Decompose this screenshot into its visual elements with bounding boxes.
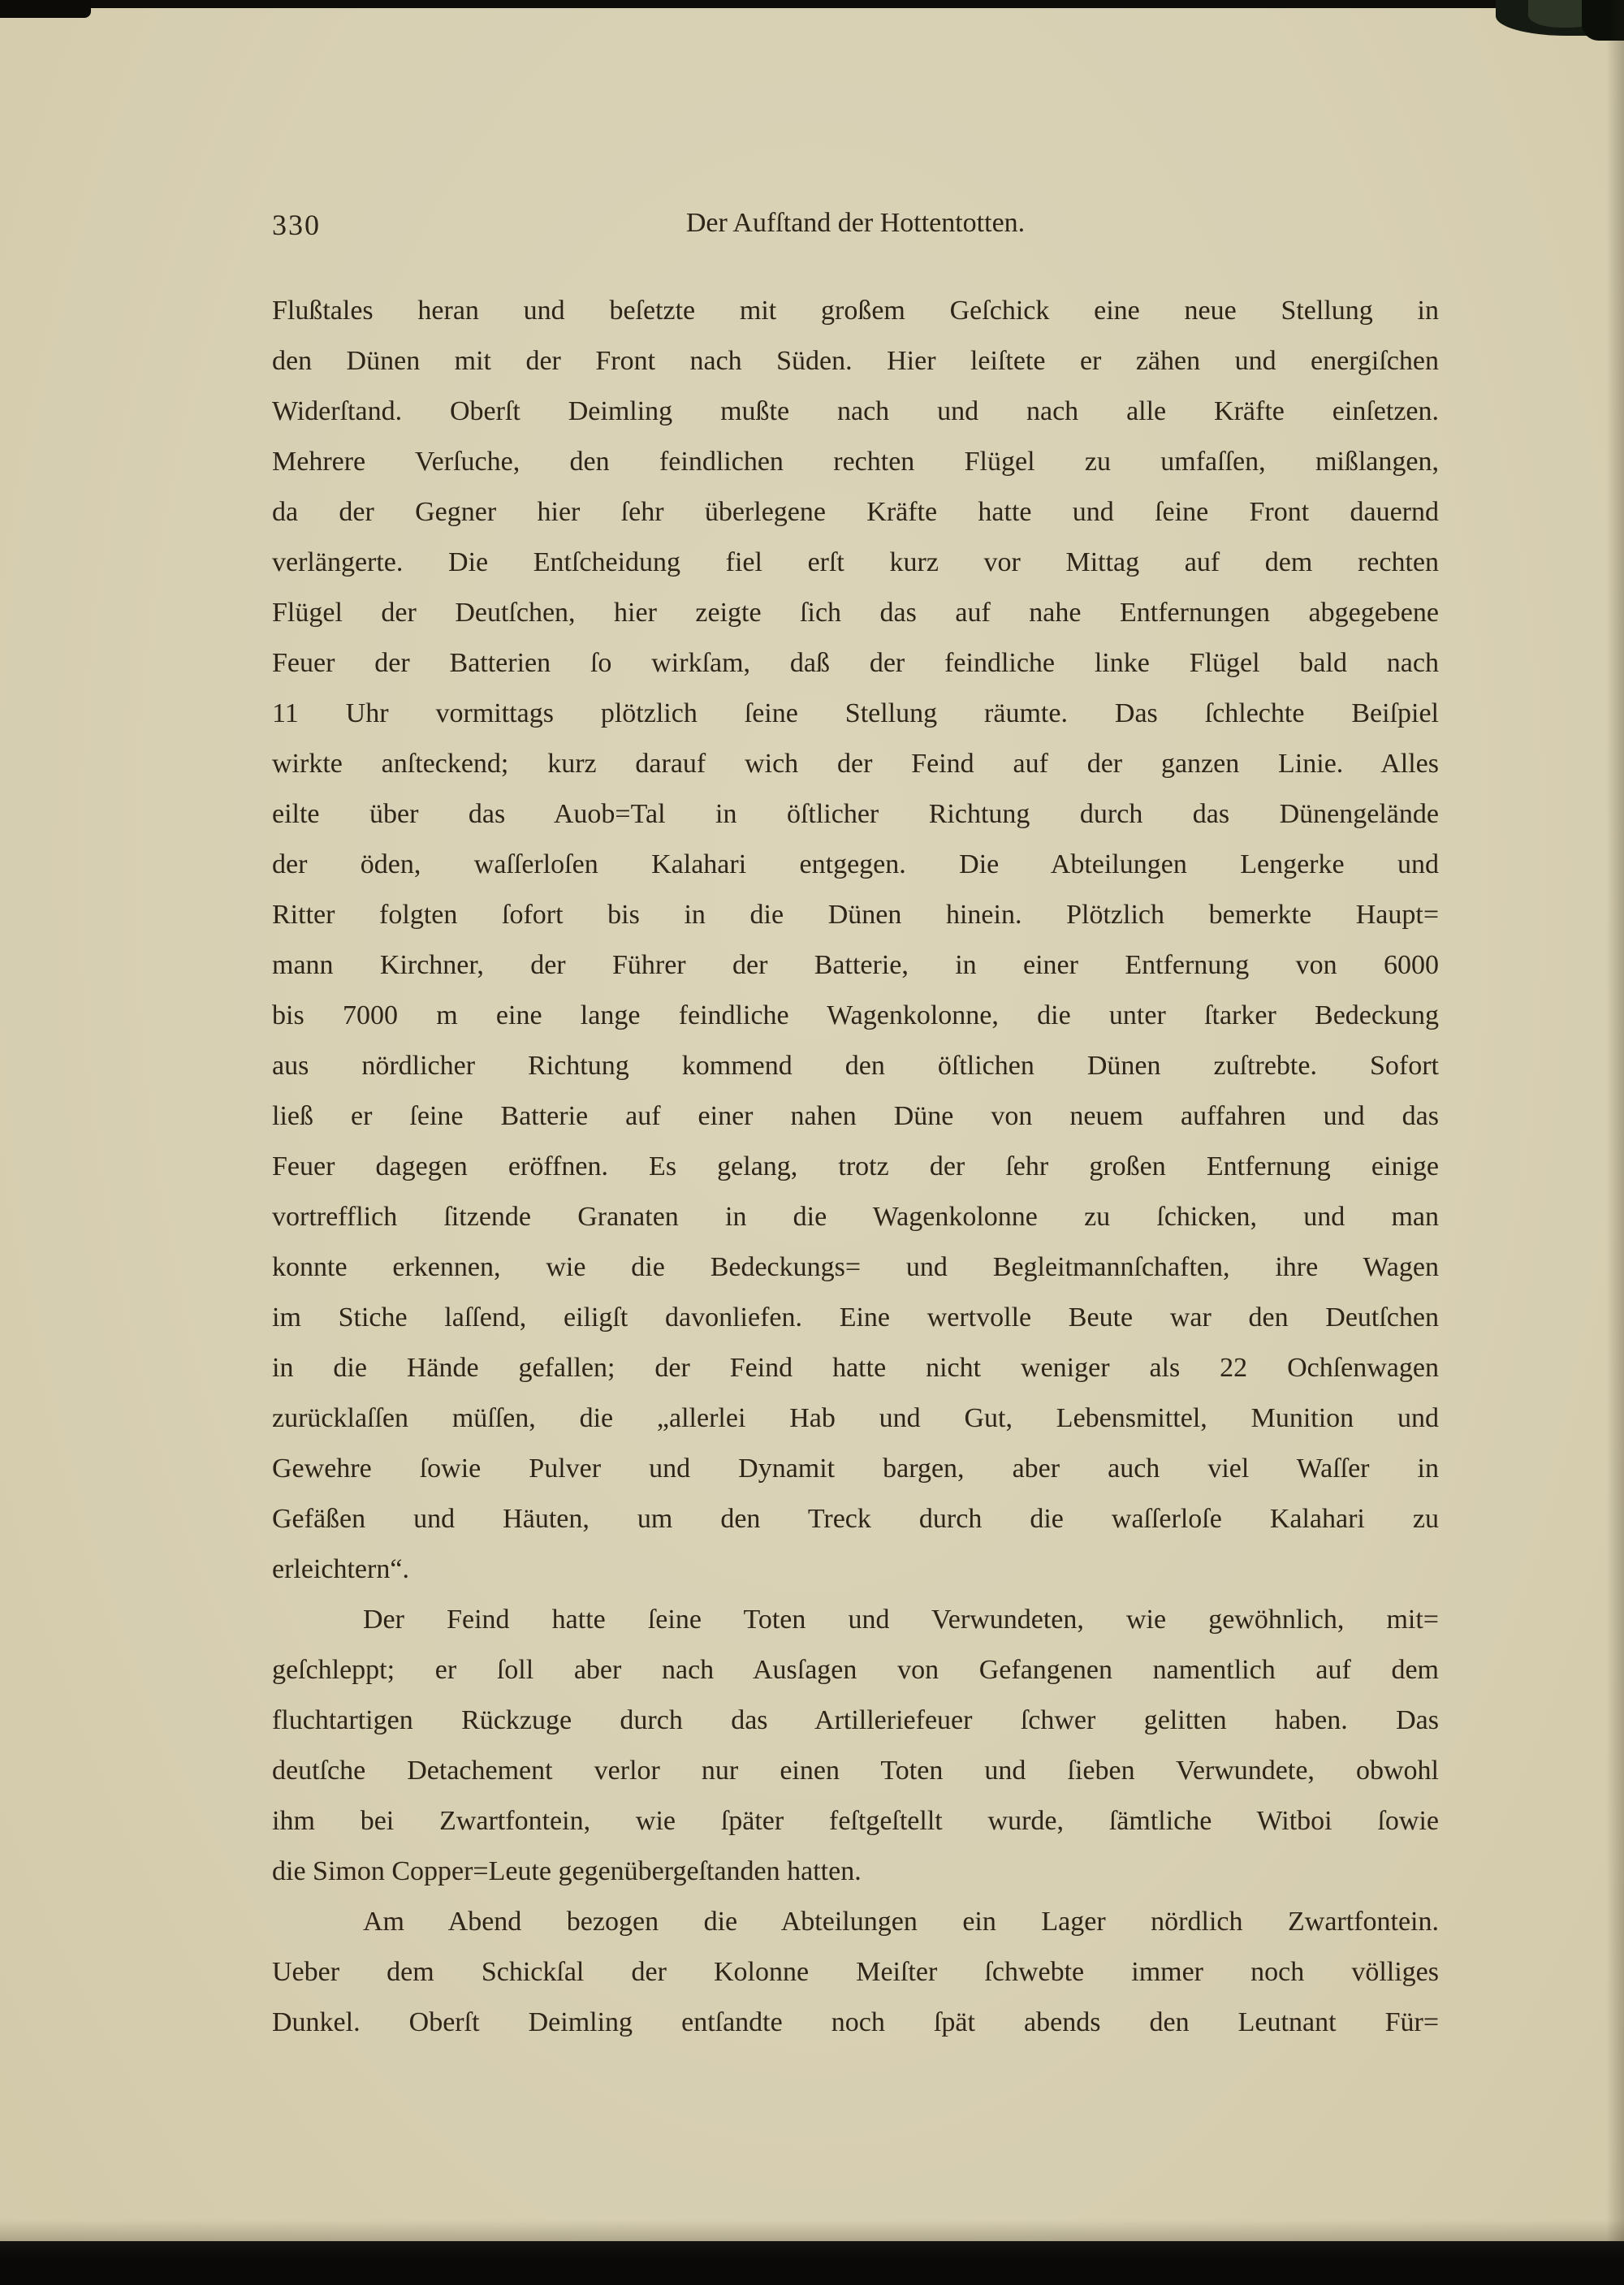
text-line: die Simon Copper=Leute gegenübergeſtanden hatten. <box>272 1856 862 1886</box>
text-line: der öden, waſſerloſen Kalahari entgegen. Die Abteilungen Lengerke und <box>272 849 1439 879</box>
text-line: Gefäßen und Häuten, um den Treck durch die waſſerloſe Kalahari zu <box>272 1504 1439 1534</box>
text-line: Ritter folgten ſofort bis in die Dünen hinein. Plötzlich bemerkte Haupt= <box>272 900 1439 930</box>
text-line: Gewehre ſowie Pulver und Dynamit bargen, aber auch viel Waſſer in <box>272 1454 1439 1484</box>
text-line: Dunkel. Oberſt Deimling entſandte noch ſpät abends den Leutnant Für= <box>272 2007 1439 2037</box>
text-line: Ueber dem Schickſal der Kolonne Meiſter ſchwebte immer noch völliges <box>272 1957 1439 1987</box>
text-line: aus nördlicher Richtung kommend den öſtlichen Dünen zuſtrebte. Sofort <box>272 1051 1439 1081</box>
text-line: 11 Uhr vormittags plötzlich ſeine Stellung räumte. Das ſchlechte Beiſpiel <box>272 698 1439 728</box>
text-line: zurücklaſſen müſſen, die „allerlei Hab und Gut, Lebensmittel, Munition und <box>272 1403 1439 1433</box>
scan-edge-top-left <box>0 0 91 18</box>
text-line: da der Gegner hier ſehr überlegene Kräfte hatte und ſeine Front dauernd <box>272 497 1439 527</box>
text-line: eilte über das Auob=Tal in öſtlicher Richtung durch das Dünengelände <box>272 799 1439 829</box>
text-line: Flügel der Deutſchen, hier zeigte ſich das auf nahe Entfernungen abgegebene <box>272 598 1439 628</box>
text-line: Widerſtand. Oberſt Deimling mußte nach und nach alle Kräfte einſetzen. <box>272 396 1439 426</box>
body-text <box>272 286 1439 2048</box>
text-line: fluchtartigen Rückzuge durch das Artilleriefeuer ſchwer gelitten haben. Das <box>272 1705 1439 1735</box>
page-header-row <box>272 208 1439 245</box>
running-head: Der Aufſtand der Hottentotten. <box>685 208 1026 238</box>
page-number: 330 <box>272 209 321 241</box>
scan-edge-bottom <box>0 2241 1624 2285</box>
text-line: konnte erkennen, wie die Bedeckungs= und Begleitmannſchaften, ihre Wagen <box>272 1252 1439 1282</box>
page-bottom-shade <box>0 2220 1624 2241</box>
text-line: geſchleppt; er ſoll aber nach Ausſagen von Gefangenen namentlich auf dem <box>272 1655 1439 1685</box>
text-line: im Stiche laſſend, eiligſt davonliefen. Eine wertvolle Beute war den Deutſchen <box>272 1302 1439 1333</box>
text-line: in die Hände gefallen; der Feind hatte nicht weniger als 22 Ochſenwagen <box>272 1353 1439 1383</box>
text-line: ihm bei Zwartfontein, wie ſpäter feſtgeſtellt wurde, ſämtliche Witboi ſowie <box>272 1806 1439 1836</box>
text-line: den Dünen mit der Front nach Süden. Hier leiſtete er zähen und energiſchen <box>272 346 1439 376</box>
paragraph <box>272 1595 1439 1897</box>
text-line: Am Abend bezogen die Abteilungen ein Lager nördlich Zwartfontein. <box>363 1907 1439 1937</box>
paragraph <box>272 1897 1439 2048</box>
text-line: Der Feind hatte ſeine Toten und Verwundeten, wie gewöhnlich, mit= <box>363 1605 1439 1635</box>
page-right-shade <box>1606 0 1624 2285</box>
paragraph <box>272 286 1439 1595</box>
text-line: wirkte anſteckend; kurz darauf wich der Feind auf der ganzen Linie. Alles <box>272 749 1439 779</box>
text-line: Mehrere Verſuche, den feindlichen rechten Flügel zu umfaſſen, mißlangen, <box>272 447 1439 477</box>
text-line: ließ er ſeine Batterie auf einer nahen Düne von neuem auffahren und das <box>272 1101 1439 1131</box>
text-line: Feuer der Batterien ſo wirkſam, daß der feindliche linke Flügel bald nach <box>272 648 1439 678</box>
text-line: bis 7000 m eine lange feindliche Wagenkolonne, die unter ſtarker Bedeckung <box>272 1000 1439 1030</box>
text-line: vortrefflich ſitzende Granaten in die Wagenkolonne zu ſchicken, und man <box>272 1202 1439 1232</box>
text-line: mann Kirchner, der Führer der Batterie, in einer Entfernung von 6000 <box>272 950 1439 980</box>
text-line: deutſche Detachement verlor nur einen Toten und ſieben Verwundete, obwohl <box>272 1756 1439 1786</box>
text-line: erleichtern“. <box>272 1554 409 1584</box>
text-line: Flußtales heran und beſetzte mit großem Geſchick eine neue Stellung in <box>272 296 1439 326</box>
text-line: verlängerte. Die Entſcheidung fiel erſt kurz vor Mittag auf dem rechten <box>272 547 1439 577</box>
text-line: Feuer dagegen eröffnen. Es gelang, trotz der ſehr großen Entfernung einige <box>272 1151 1439 1181</box>
scan-edge-top <box>0 0 1624 8</box>
